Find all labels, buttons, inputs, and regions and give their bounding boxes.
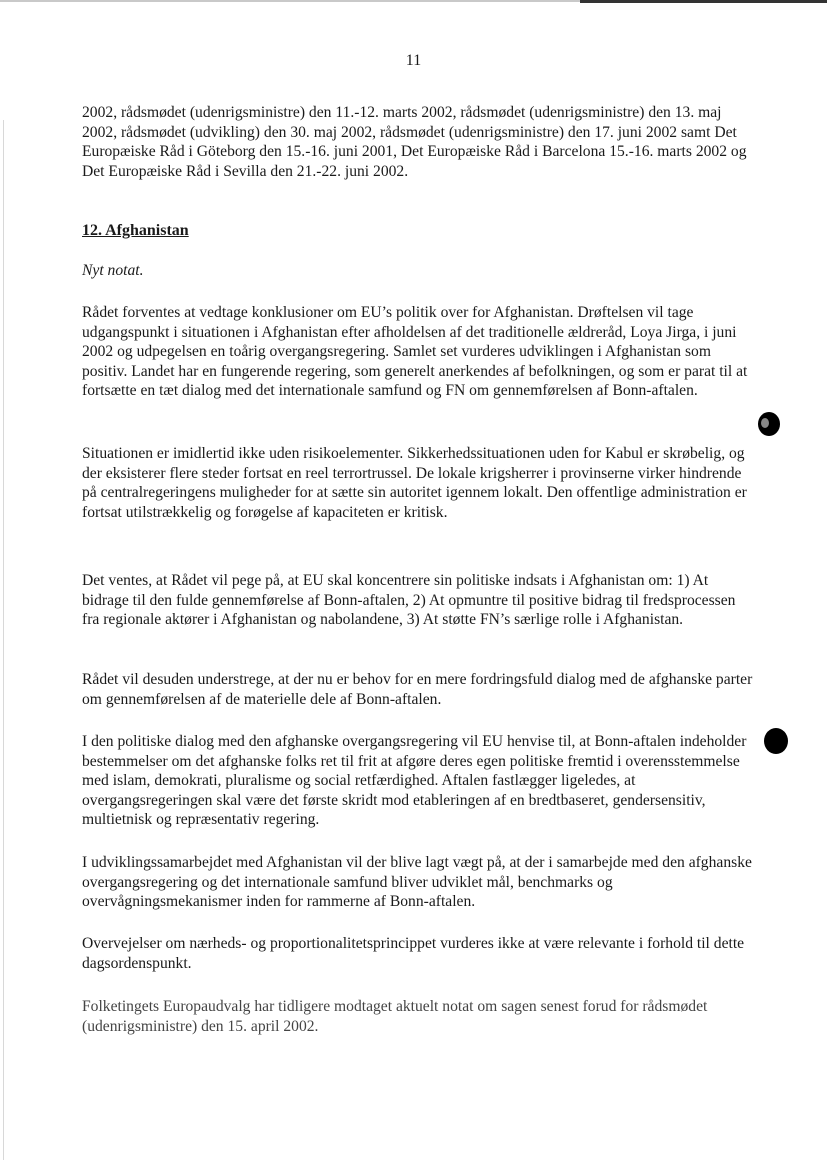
section-heading: 12. Afghanistan [82,222,189,239]
section-note: Nyt notat. [82,262,144,279]
scan-edge-left [3,120,4,1160]
page-number: 11 [405,52,422,69]
paragraph-1: Rådet forventes at vedtage konklusioner om EU’s politik over for Afghanistan. Drøftelsen vil tage udgangspunkt i situationen i Afghanistan efter afholdelsen af det traditionelle ældreråd, Loya Jirga, i juni 2002 og udpegelsen en toårig overgangsregering. Samlet set vurderes udviklingen i Afghanistan som positiv. Landet har en fungerende regering, som generelt anerkendes af befolkningen, og som er parat til at fortsætte en tæt dialog med det internationale samfund og FN om gennemførelsen af Bonn-aftalen. [82,304,748,399]
intro-paragraph: 2002, rådsmødet (udenrigsministre) den 11.-12. marts 2002, rådsmødet (udenrigsministre) den 13. maj 2002, rådsmødet (udvikling) den 30. maj 2002, rådsmødet (udenrigsministre) den 17. juni 2002 samt Det Europæiske Råd i Göteborg den 15.-16. juni 2001, Det Europæiske Råd i Barcelona 15.-16. marts 2002 og Det Europæiske Råd i Sevilla den 21.-22. juni 2002. [82,104,747,180]
punch-hole-icon [764,728,788,754]
paragraph-3: Det ventes, at Rådet vil pege på, at EU skal koncentrere sin politiske indsats i Afghanistan om: 1) At bidrage til den fulde gennemførelse af Bonn-aftalen, 2) At opmuntre til positive bidrag til fredsprocessen fra regionale aktører i Afghanistan og nabolandene, 3) At støtte FN’s særlige rolle i Afghanistan. [82,572,736,628]
punch-hole-icon [758,412,780,436]
paragraph-7: Overvejelser om nærheds- og proportionalitetsprincippet vurderes ikke at være relevante i forhold til dette dagsordenspunkt. [82,935,745,972]
paragraph-2: Situationen er imidlertid ikke uden risikoelementer. Sikkerhedssituationen uden for Kabul er skrøbelig, og der eksisterer flere steder fortsat en reel terrortrussel. De lokale krigsherrer i provinserne virker hindrende på centralregeringens muligheder for at sætte sin autoritet igennem lokalt. Den offentlige administration er fortsat utilstrækkelig og forøgelse af kapaciteten er kritisk. [82,445,747,521]
paragraph-5: I den politiske dialog med den afghanske overgangsregering vil EU henvise til, at Bonn-aftalen indeholder bestemmelser om det afghanske folks ret til frit at afgøre deres egen politiske fremtid i overensstemmelse med islam, demokrati, pluralisme og social retfærdighed. Aftalen fastlægger ligeledes, at overgangsregeringen skal være det første skridt mod etableringen af en bredtbaseret, gendersensitiv, multietnisk og repræsentativ regering. [82,733,747,828]
paragraph-4: Rådet vil desuden understrege, at der nu er behov for en mere fordringsfuld dialog med de afghanske parter om gennemførelsen af de materielle dele af Bonn-aftalen. [82,671,753,708]
scan-edge-dark [580,0,827,3]
paragraph-8: Folketingets Europaudvalg har tidligere modtaget aktuelt notat om sagen senest forud for rådsmødet (udenrigsministre) den 15. april 2002. [82,998,708,1035]
paragraph-6: I udviklingssamarbejdet med Afghanistan vil der blive lagt vægt på, at der i samarbejde med den afghanske overgangsregering og det internationale samfund bliver udviklet mål, benchmarks og overvågningsmekanismer inden for rammerne af Bonn-aftalen. [82,854,752,910]
